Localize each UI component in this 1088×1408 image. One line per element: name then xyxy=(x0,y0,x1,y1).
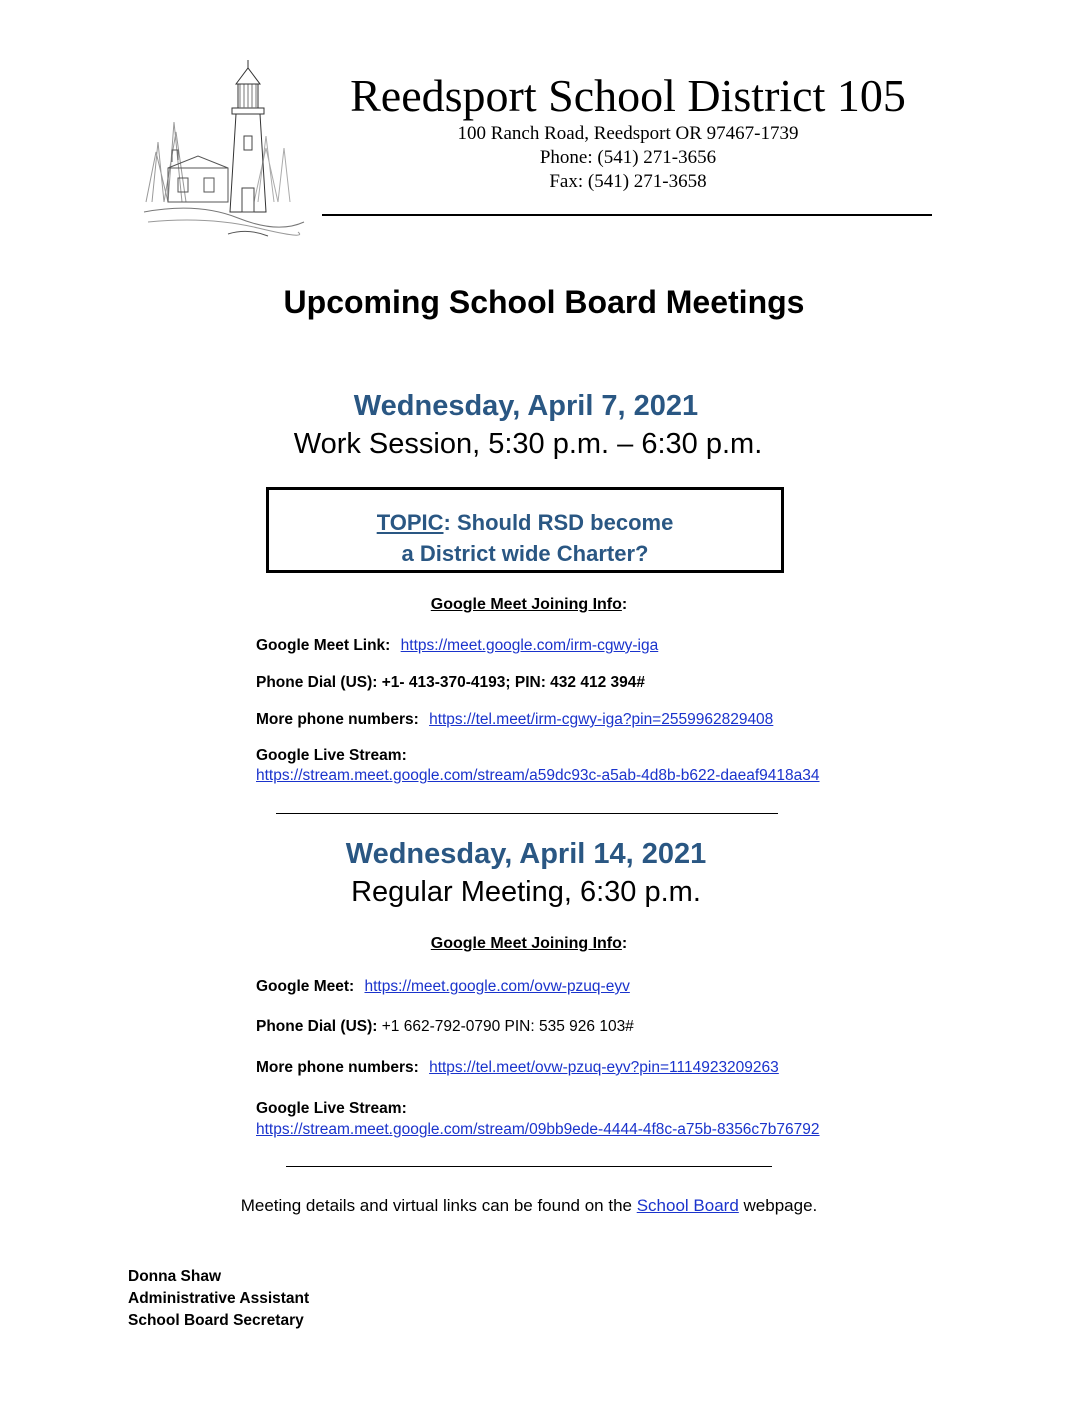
meeting1-join-heading: Google Meet Joining Info: xyxy=(430,596,628,613)
meeting2-more-row xyxy=(256,1059,779,1077)
section-divider-1 xyxy=(276,813,778,814)
meeting1-link-label: Google Meet Link: xyxy=(256,637,391,654)
meeting2-session: Regular Meeting, 6:30 p.m. xyxy=(351,876,701,908)
meeting1-more-link[interactable]: https://tel.meet/irm-cgwy-iga?pin=2559962829408 xyxy=(429,711,774,728)
meeting1-dial-row xyxy=(256,674,645,692)
topic-box xyxy=(266,487,784,573)
meeting2-dial-value: +1 662-792-0790 PIN: 535 926 103# xyxy=(377,1018,634,1035)
meeting2-stream-label: Google Live Stream: xyxy=(256,1100,407,1117)
topic-line1: : Should RSD become xyxy=(443,510,674,535)
meeting2-link-label: Google Meet: xyxy=(256,978,355,995)
meeting1-stream-label: Google Live Stream: xyxy=(256,747,407,764)
district-phone: Phone: (541) 271-3656 xyxy=(539,147,717,168)
meeting1-meet-link[interactable]: https://meet.google.com/irm-cgwy-iga xyxy=(400,637,659,654)
meeting1-dial-label: Phone Dial (US): xyxy=(256,674,378,691)
meeting1-date: Wednesday, April 7, 2021 xyxy=(353,390,699,422)
header-divider xyxy=(322,214,932,216)
page-title: Upcoming School Board Meetings xyxy=(283,284,805,320)
lighthouse-logo xyxy=(138,52,306,240)
meeting2-stream-link[interactable]: https://stream.meet.google.com/stream/09bb9ede-4444-4f8c-a75b-8356c7b76792 xyxy=(256,1121,820,1138)
meeting2-more-link[interactable]: https://tel.meet/ovw-pzuq-eyv?pin=1114923209263 xyxy=(429,1059,779,1076)
meeting2-date: Wednesday, April 14, 2021 xyxy=(345,838,707,870)
meeting2-meet-link[interactable]: https://meet.google.com/ovw-pzuq-eyv xyxy=(364,978,630,995)
meeting1-dial-value: +1- 413-370-4193; PIN: 432 412 394# xyxy=(377,674,645,691)
meeting1-more-label: More phone numbers: xyxy=(256,711,419,728)
district-address: 100 Ranch Road, Reedsport OR 97467-1739 xyxy=(457,123,799,144)
meeting1-stream-link[interactable]: https://stream.meet.google.com/stream/a59dc93c-a5ab-4d8b-b622-daeaf9418a34 xyxy=(256,767,820,784)
meeting2-link-row xyxy=(256,978,630,996)
signature-name: Donna Shaw xyxy=(128,1268,222,1285)
meeting2-stream-row xyxy=(256,1121,820,1139)
signature-title2: School Board Secretary xyxy=(128,1312,304,1329)
section-divider-2 xyxy=(286,1166,772,1167)
meeting2-dial-row xyxy=(256,1018,634,1036)
meeting2-dial-label: Phone Dial (US): xyxy=(256,1018,378,1035)
district-fax: Fax: (541) 271-3658 xyxy=(549,171,707,192)
footer-note: Meeting details and virtual links can be found on the School Board webpage. xyxy=(240,1196,818,1215)
signature-title1: Administrative Assistant xyxy=(128,1290,310,1307)
meeting2-join-heading: Google Meet Joining Info: xyxy=(430,935,628,952)
meeting1-session: Work Session, 5:30 p.m. – 6:30 p.m. xyxy=(293,428,763,460)
meeting1-stream-row xyxy=(256,767,820,785)
topic-label: TOPIC xyxy=(376,510,444,535)
school-board-link[interactable]: School Board xyxy=(636,1196,739,1215)
meeting1-more-row xyxy=(256,711,773,729)
topic-line2: a District wide Charter? xyxy=(401,541,649,566)
meeting2-more-label: More phone numbers: xyxy=(256,1059,419,1076)
meeting1-link-row xyxy=(256,637,658,655)
district-name: Reedsport School District 105 xyxy=(350,70,906,121)
